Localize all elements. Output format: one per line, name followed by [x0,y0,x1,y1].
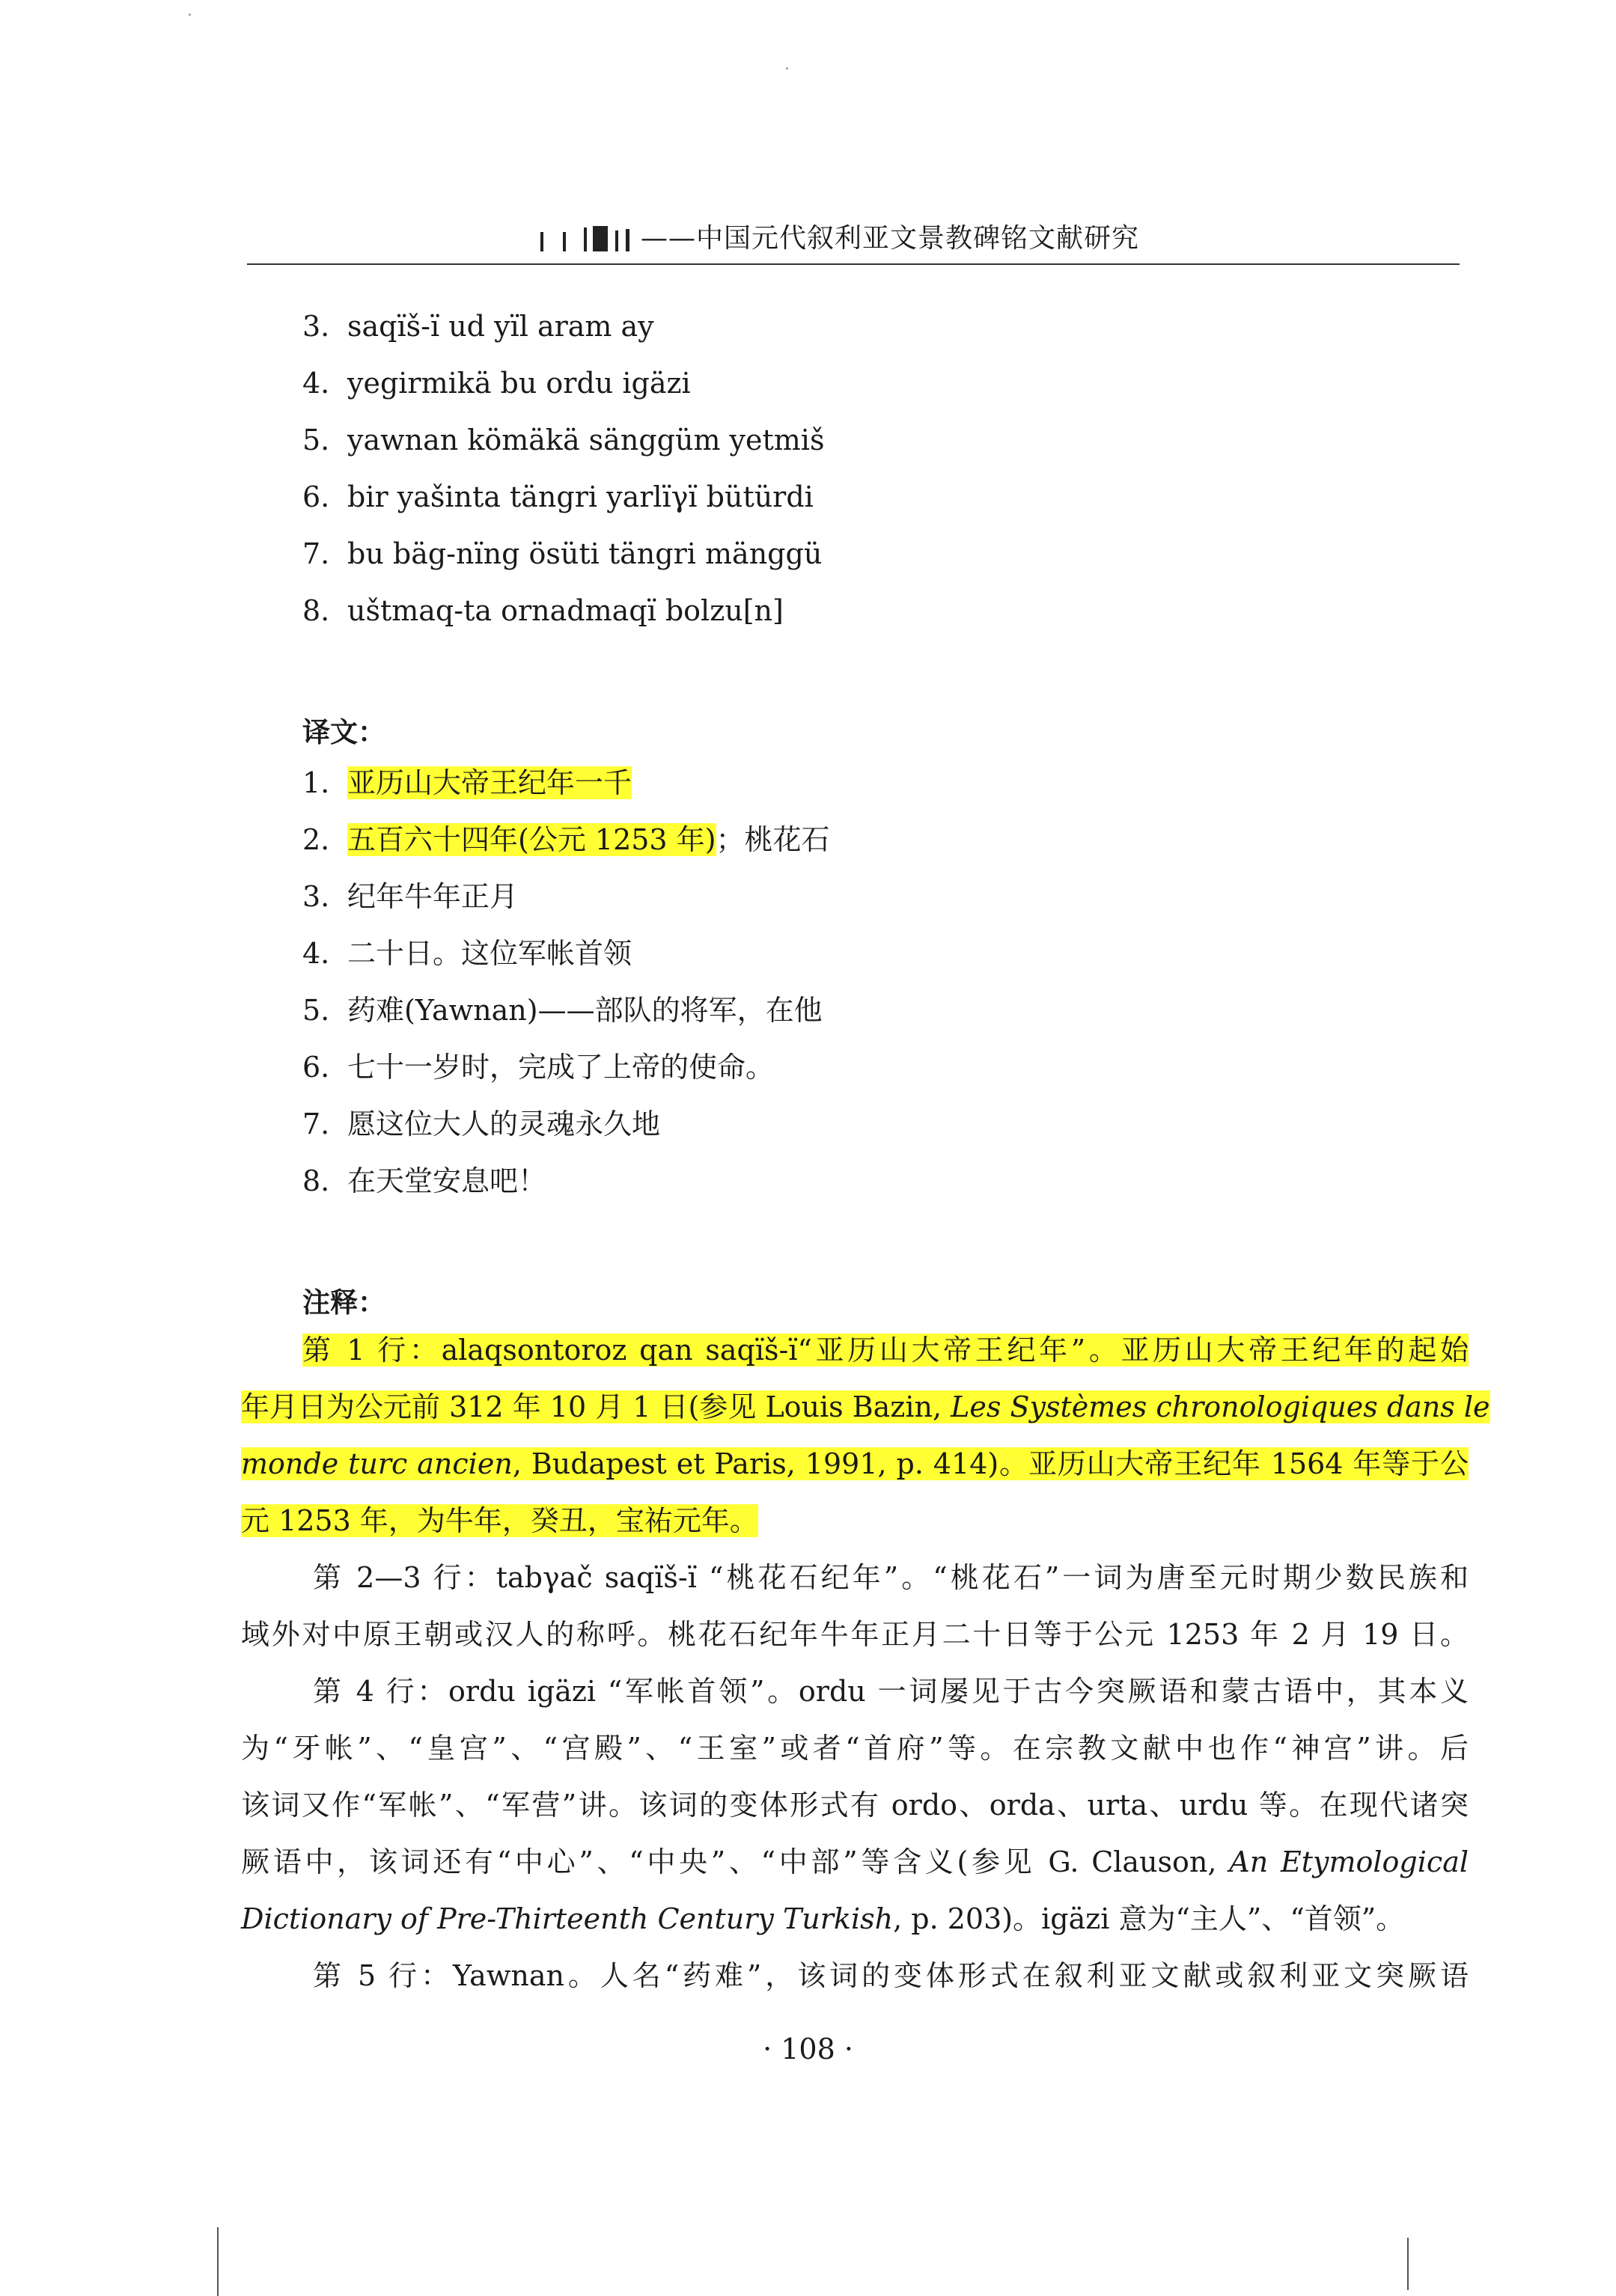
line-text: 纪年牛年正月 [347,880,519,913]
line-number: 1. [302,766,330,799]
transliteration-line [302,534,822,573]
note-1-line-a: 第 1 行：alaqsontoroz qan saqïš-ï“亚历山大帝王纪年”。亚历山大帝王纪年的起始 [302,1334,1469,1367]
line-text: bir yašinta tängri yarlïγï bütürdi [347,480,814,513]
transliteration-line [302,591,784,630]
line-text: yawnan kömäkä sänggüm yetmiš [347,424,825,457]
note-2-line-a: 第 2—3 行：tabγač saqïš-ï “桃花石纪年”。“桃花石”一词为唐至元时期少数民族和 [313,1561,1469,1594]
translation-line [302,820,830,859]
line-text: 七十一岁时，完成了上帝的使命。 [347,1051,775,1084]
line-text: 二十日。这位军帐首领 [347,937,632,970]
highlighted-text: 亚历山大帝王纪年一千 [347,766,632,799]
header-rule [247,263,1460,265]
line-text: ；桃花石 [716,823,830,856]
line-number: 6. [302,480,330,513]
translation-line [302,991,823,1030]
note-2-line-b: 域外对中原王朝或汉人的称呼。桃花石纪年牛年正月二十日等于公元 1253 年 2 月 19 日。 [241,1618,1469,1651]
notes-heading: 注释： [302,1286,385,1319]
line-number: 8. [302,594,330,627]
line-text: 药难(Yawnan)——部队的将军，在他 [347,994,823,1027]
note-1-line-d: 元 1253 年，为牛年，癸丑，宝祐元年。 [241,1504,758,1537]
note-4-line-b: 为“牙帐”、“皇宫”、“宫殿”、“王室”或者“首府”等。在宗教文献中也作“神宫”讲。后 [241,1732,1469,1765]
transliteration-line [302,477,814,516]
line-number: 7. [302,1108,330,1141]
note-4-line-a: 第 4 行：ordu igäzi “军帐首领”。ordu 一词屡见于古今突厥语和蒙古语中，其本义 [313,1675,1469,1708]
note-4-line-e: Dictionary of Pre-Thirteenth Century Turkish, p. 203)。igäzi 意为“主人”、“首领”。 [241,1902,1405,1935]
note-4-line-c: 该词又作“军帐”、“军营”讲。该词的变体形式有 ordo、orda、urta、urdu 等。在现代诸突 [241,1789,1469,1822]
translation-line [302,763,632,802]
note-4-line-d: 厥语中，该词还有“中心”、“中央”、“中部”等含义(参见 G. Clauson, An Etymological [241,1845,1469,1878]
notes-body [241,1322,1490,2004]
note-5-line-a: 第 5 行：Yawnan。人名“药难”，该词的变体形式在叙利亚文献或叙利亚文突厥语 [313,1959,1469,1992]
note-1-line-b: 年月日为公元前 312 年 10 月 1 日(参见 Louis Bazin, Les Systèmes chronologiques dans le [241,1390,1490,1423]
line-number: 7. [302,537,330,570]
line-number: 6. [302,1051,330,1084]
scan-edge-mark [217,2227,219,2296]
line-number: 5. [302,994,330,1027]
scan-speck [786,67,788,70]
highlighted-text: 五百六十四年(公元 1253 年) [347,823,716,856]
translation-line [302,877,518,916]
scan-speck [189,13,191,16]
line-number: 3. [302,880,330,913]
page-number: · 108 · [763,2033,853,2066]
line-number: 4. [302,937,330,970]
line-number: 4. [302,367,330,400]
line-number: 2. [302,823,330,856]
scan-edge-mark [1407,2238,1409,2290]
line-number: 5. [302,424,330,457]
translation-line [302,934,632,973]
header-title: ——中国元代叙利亚文景教碑铭文献研究 [641,223,1140,254]
line-text: uštmaq-ta ornadmaqï bolzu[n] [347,594,784,627]
transliteration-line [302,307,654,346]
transliteration-line [302,421,824,459]
translation-line [302,1105,660,1144]
line-text: 在天堂安息吧！ [347,1164,547,1197]
line-text: yegirmikä bu ordu igäzi [347,367,691,400]
line-text: 愿这位大人的灵魂永久地 [347,1108,661,1141]
note-1-line-c: monde turc ancien, Budapest et Paris, 1991, p. 414)。亚历山大帝王纪年 1564 年等于公 [241,1447,1469,1480]
translation-line [302,1161,546,1200]
transliteration-line [302,364,691,403]
line-text: bu bäg-nïng ösüti tängri mänggü [347,537,823,570]
line-number: 3. [302,310,330,343]
line-number: 8. [302,1164,330,1197]
line-text: saqïš-ï ud yïl aram ay [347,310,654,343]
translation-line [302,1048,774,1087]
translation-heading: 译文： [302,716,385,748]
